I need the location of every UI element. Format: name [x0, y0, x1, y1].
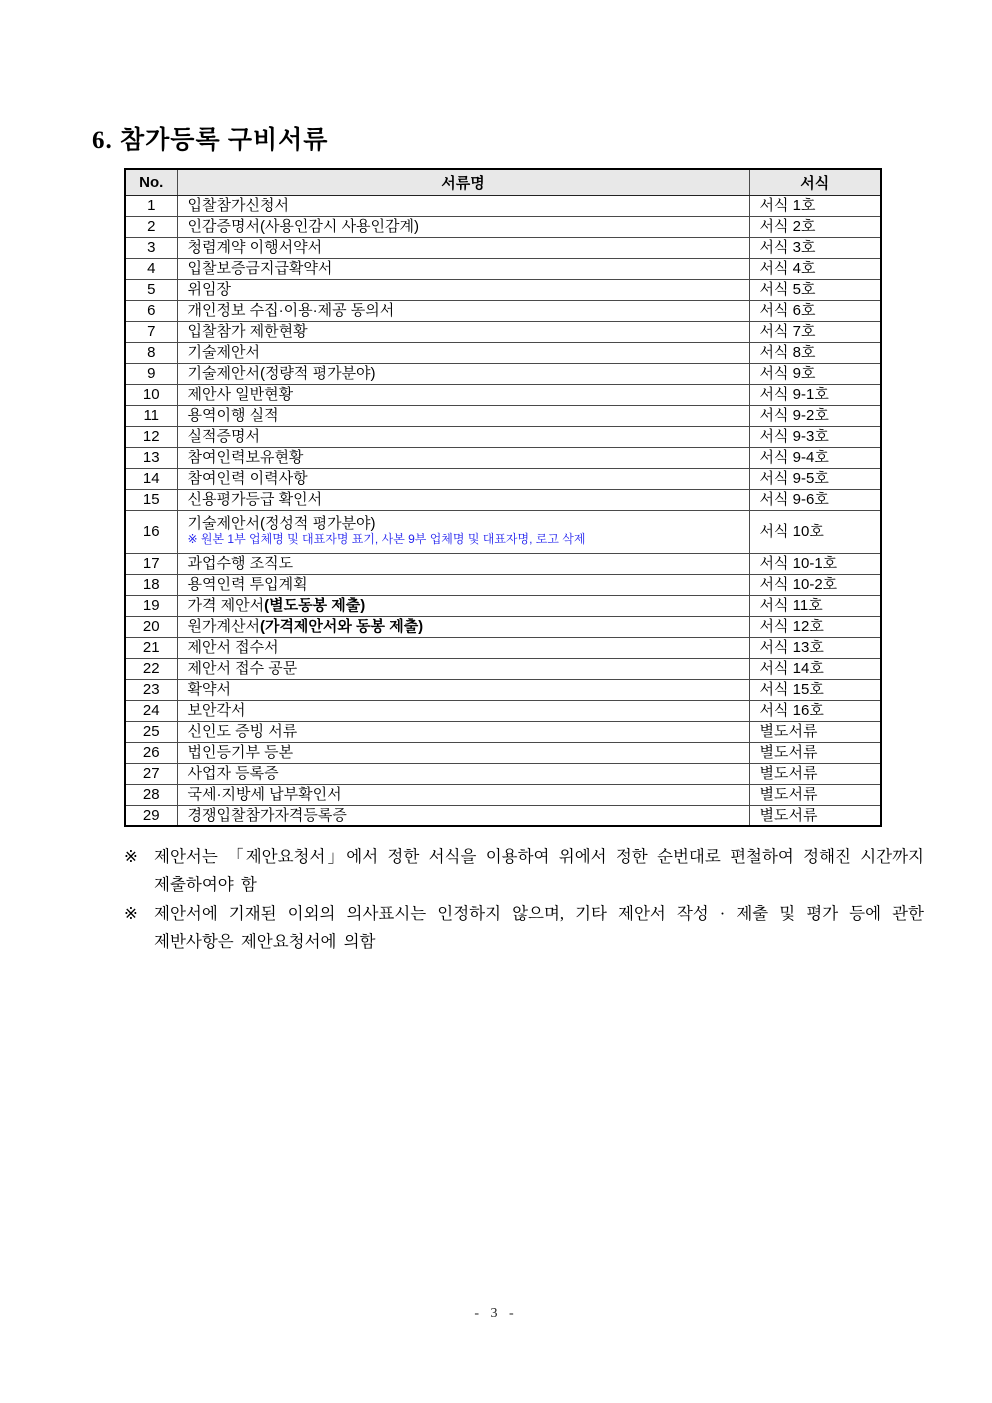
cell-document-name: 실적증명서 — [177, 426, 749, 447]
cell-document-name: 법인등기부 등본 — [177, 742, 749, 763]
table-row — [125, 426, 881, 447]
cell-form-number: 서식 9-5호 — [749, 468, 881, 489]
header-name: 서류명 — [177, 169, 749, 195]
cell-document-name: 과업수행 조직도 — [177, 553, 749, 574]
cell-document-name: 기술제안서(정성적 평가분야) ※ 원본 1부 업체명 및 대표자명 표기, 사본 9부 업체명 및 대표자명, 로고 삭제 — [177, 510, 749, 553]
cell-document-name: 용역인력 투입계획 — [177, 574, 749, 595]
table-row — [125, 279, 881, 300]
table-row — [125, 216, 881, 237]
cell-form-number: 별도서류 — [749, 742, 881, 763]
cell-form-number: 서식 9-4호 — [749, 447, 881, 468]
table-row — [125, 742, 881, 763]
table-row — [125, 510, 881, 553]
cell-form-number: 별도서류 — [749, 784, 881, 805]
cell-form-number: 서식 5호 — [749, 279, 881, 300]
cell-document-name: 입찰참가 제한현황 — [177, 321, 749, 342]
cell-form-number: 서식 10-1호 — [749, 553, 881, 574]
cell-row-number: 12 — [125, 426, 177, 447]
cell-row-number: 15 — [125, 489, 177, 510]
cell-form-number: 서식 9-1호 — [749, 384, 881, 405]
cell-form-number: 서식 7호 — [749, 321, 881, 342]
cell-document-name: 확약서 — [177, 679, 749, 700]
cell-row-number: 28 — [125, 784, 177, 805]
cell-document-name: 신인도 증빙 서류 — [177, 721, 749, 742]
page-number: - 3 - — [474, 1306, 518, 1321]
footnotes — [124, 843, 924, 957]
cell-form-number: 서식 2호 — [749, 216, 881, 237]
cell-document-name: 제안서 접수 공문 — [177, 658, 749, 679]
cell-document-name: 제안서 접수서 — [177, 637, 749, 658]
cell-row-number: 23 — [125, 679, 177, 700]
cell-document-name: 용역이행 실적 — [177, 405, 749, 426]
cell-document-name: 입찰참가신청서 — [177, 195, 749, 216]
cell-row-number: 6 — [125, 300, 177, 321]
table-row — [125, 679, 881, 700]
cell-row-number: 17 — [125, 553, 177, 574]
cell-form-number: 서식 4호 — [749, 258, 881, 279]
footnote-text: 제안서에 기재된 이외의 의사표시는 인정하지 않으며, 기타 제안서 작성 · 제출 및 평가 등에 관한 제반사항은 제안요청서에 의함 — [154, 904, 924, 951]
footnote-item — [124, 843, 924, 899]
cell-row-number: 2 — [125, 216, 177, 237]
cell-form-number: 별도서류 — [749, 805, 881, 826]
cell-row-number: 14 — [125, 468, 177, 489]
cell-row-number: 1 — [125, 195, 177, 216]
cell-row-number: 8 — [125, 342, 177, 363]
document-name-bold-part: (가격제안서와 동봉 제출) — [259, 617, 424, 635]
header-no: No. — [125, 169, 177, 195]
table-row — [125, 195, 881, 216]
table-row — [125, 237, 881, 258]
footnote-marker: ※ — [124, 904, 138, 923]
document-table-body — [125, 195, 881, 826]
table-row — [125, 763, 881, 784]
table-row — [125, 384, 881, 405]
cell-form-number: 별도서류 — [749, 763, 881, 784]
cell-form-number: 서식 10호 — [749, 510, 881, 553]
cell-document-name: 청렴계약 이행서약서 — [177, 237, 749, 258]
table-row — [125, 321, 881, 342]
document-name-note: ※ 원본 1부 업체명 및 대표자명 표기, 사본 9부 업체명 및 대표자명, 로고 삭제 — [187, 532, 586, 547]
table-row — [125, 574, 881, 595]
cell-row-number: 16 — [125, 510, 177, 553]
cell-form-number: 서식 9-2호 — [749, 405, 881, 426]
cell-document-name: 기술제안서 — [177, 342, 749, 363]
cell-row-number: 18 — [125, 574, 177, 595]
table-row — [125, 405, 881, 426]
cell-row-number: 4 — [125, 258, 177, 279]
cell-row-number: 26 — [125, 742, 177, 763]
cell-row-number: 9 — [125, 363, 177, 384]
cell-row-number: 20 — [125, 616, 177, 637]
cell-document-name: 가격 제안서(별도동봉 제출) — [177, 595, 749, 616]
cell-document-name: 신용평가등급 확인서 — [177, 489, 749, 510]
section-title: 6. 참가등록 구비서류 — [92, 127, 329, 154]
cell-document-name: 기술제안서(정량적 평가분야) — [177, 363, 749, 384]
cell-row-number: 27 — [125, 763, 177, 784]
cell-form-number: 서식 8호 — [749, 342, 881, 363]
cell-row-number: 13 — [125, 447, 177, 468]
table-row — [125, 616, 881, 637]
table-row — [125, 805, 881, 826]
footnote-text: 제안서는 「제안요청서」에서 정한 서식을 이용하여 위에서 정한 순번대로 편철하여 정해진 시간까지 제출하여야 함 — [154, 847, 924, 894]
cell-document-name: 경쟁입찰참가자격등록증 — [177, 805, 749, 826]
cell-document-name: 입찰보증금지급확약서 — [177, 258, 749, 279]
cell-form-number: 서식 9-3호 — [749, 426, 881, 447]
table-row — [125, 447, 881, 468]
cell-row-number: 5 — [125, 279, 177, 300]
cell-document-name: 사업자 등록증 — [177, 763, 749, 784]
cell-document-name: 개인정보 수집·이용·제공 동의서 — [177, 300, 749, 321]
table-row — [125, 658, 881, 679]
header-row — [125, 169, 881, 195]
table-row — [125, 595, 881, 616]
cell-form-number: 서식 11호 — [749, 595, 881, 616]
cell-row-number: 10 — [125, 384, 177, 405]
cell-document-name: 국세·지방세 납부확인서 — [177, 784, 749, 805]
table-row — [125, 258, 881, 279]
cell-document-name: 참여인력 이력사항 — [177, 468, 749, 489]
cell-row-number: 21 — [125, 637, 177, 658]
cell-form-number: 서식 14호 — [749, 658, 881, 679]
table-row — [125, 489, 881, 510]
cell-row-number: 24 — [125, 700, 177, 721]
cell-form-number: 별도서류 — [749, 721, 881, 742]
cell-row-number: 11 — [125, 405, 177, 426]
cell-form-number: 서식 10-2호 — [749, 574, 881, 595]
table-header — [125, 169, 881, 195]
table-row — [125, 721, 881, 742]
cell-row-number: 29 — [125, 805, 177, 826]
table-row — [125, 468, 881, 489]
cell-row-number: 7 — [125, 321, 177, 342]
table-row — [125, 342, 881, 363]
header-form: 서식 — [749, 169, 881, 195]
table-row — [125, 784, 881, 805]
table-row — [125, 553, 881, 574]
cell-form-number: 서식 12호 — [749, 616, 881, 637]
cell-form-number: 서식 9호 — [749, 363, 881, 384]
cell-form-number: 서식 3호 — [749, 237, 881, 258]
cell-document-name: 참여인력보유현황 — [177, 447, 749, 468]
cell-form-number: 서식 1호 — [749, 195, 881, 216]
cell-form-number: 서식 6호 — [749, 300, 881, 321]
cell-document-name: 보안각서 — [177, 700, 749, 721]
footnote-item — [124, 900, 924, 956]
cell-form-number: 서식 15호 — [749, 679, 881, 700]
cell-row-number: 19 — [125, 595, 177, 616]
table-row — [125, 637, 881, 658]
footnote-marker: ※ — [124, 847, 138, 866]
document-name-bold-part: (별도동봉 제출) — [264, 596, 366, 614]
cell-row-number: 22 — [125, 658, 177, 679]
table-row — [125, 300, 881, 321]
cell-document-name: 인감증명서(사용인감시 사용인감계) — [177, 216, 749, 237]
cell-row-number: 3 — [125, 237, 177, 258]
required-documents-table — [124, 168, 882, 827]
cell-document-name: 원가계산서(가격제안서와 동봉 제출) — [177, 616, 749, 637]
cell-form-number: 서식 13호 — [749, 637, 881, 658]
cell-form-number: 서식 9-6호 — [749, 489, 881, 510]
cell-form-number: 서식 16호 — [749, 700, 881, 721]
table-row — [125, 700, 881, 721]
cell-document-name: 위임장 — [177, 279, 749, 300]
cell-row-number: 25 — [125, 721, 177, 742]
cell-document-name: 제안사 일반현황 — [177, 384, 749, 405]
table-row — [125, 363, 881, 384]
